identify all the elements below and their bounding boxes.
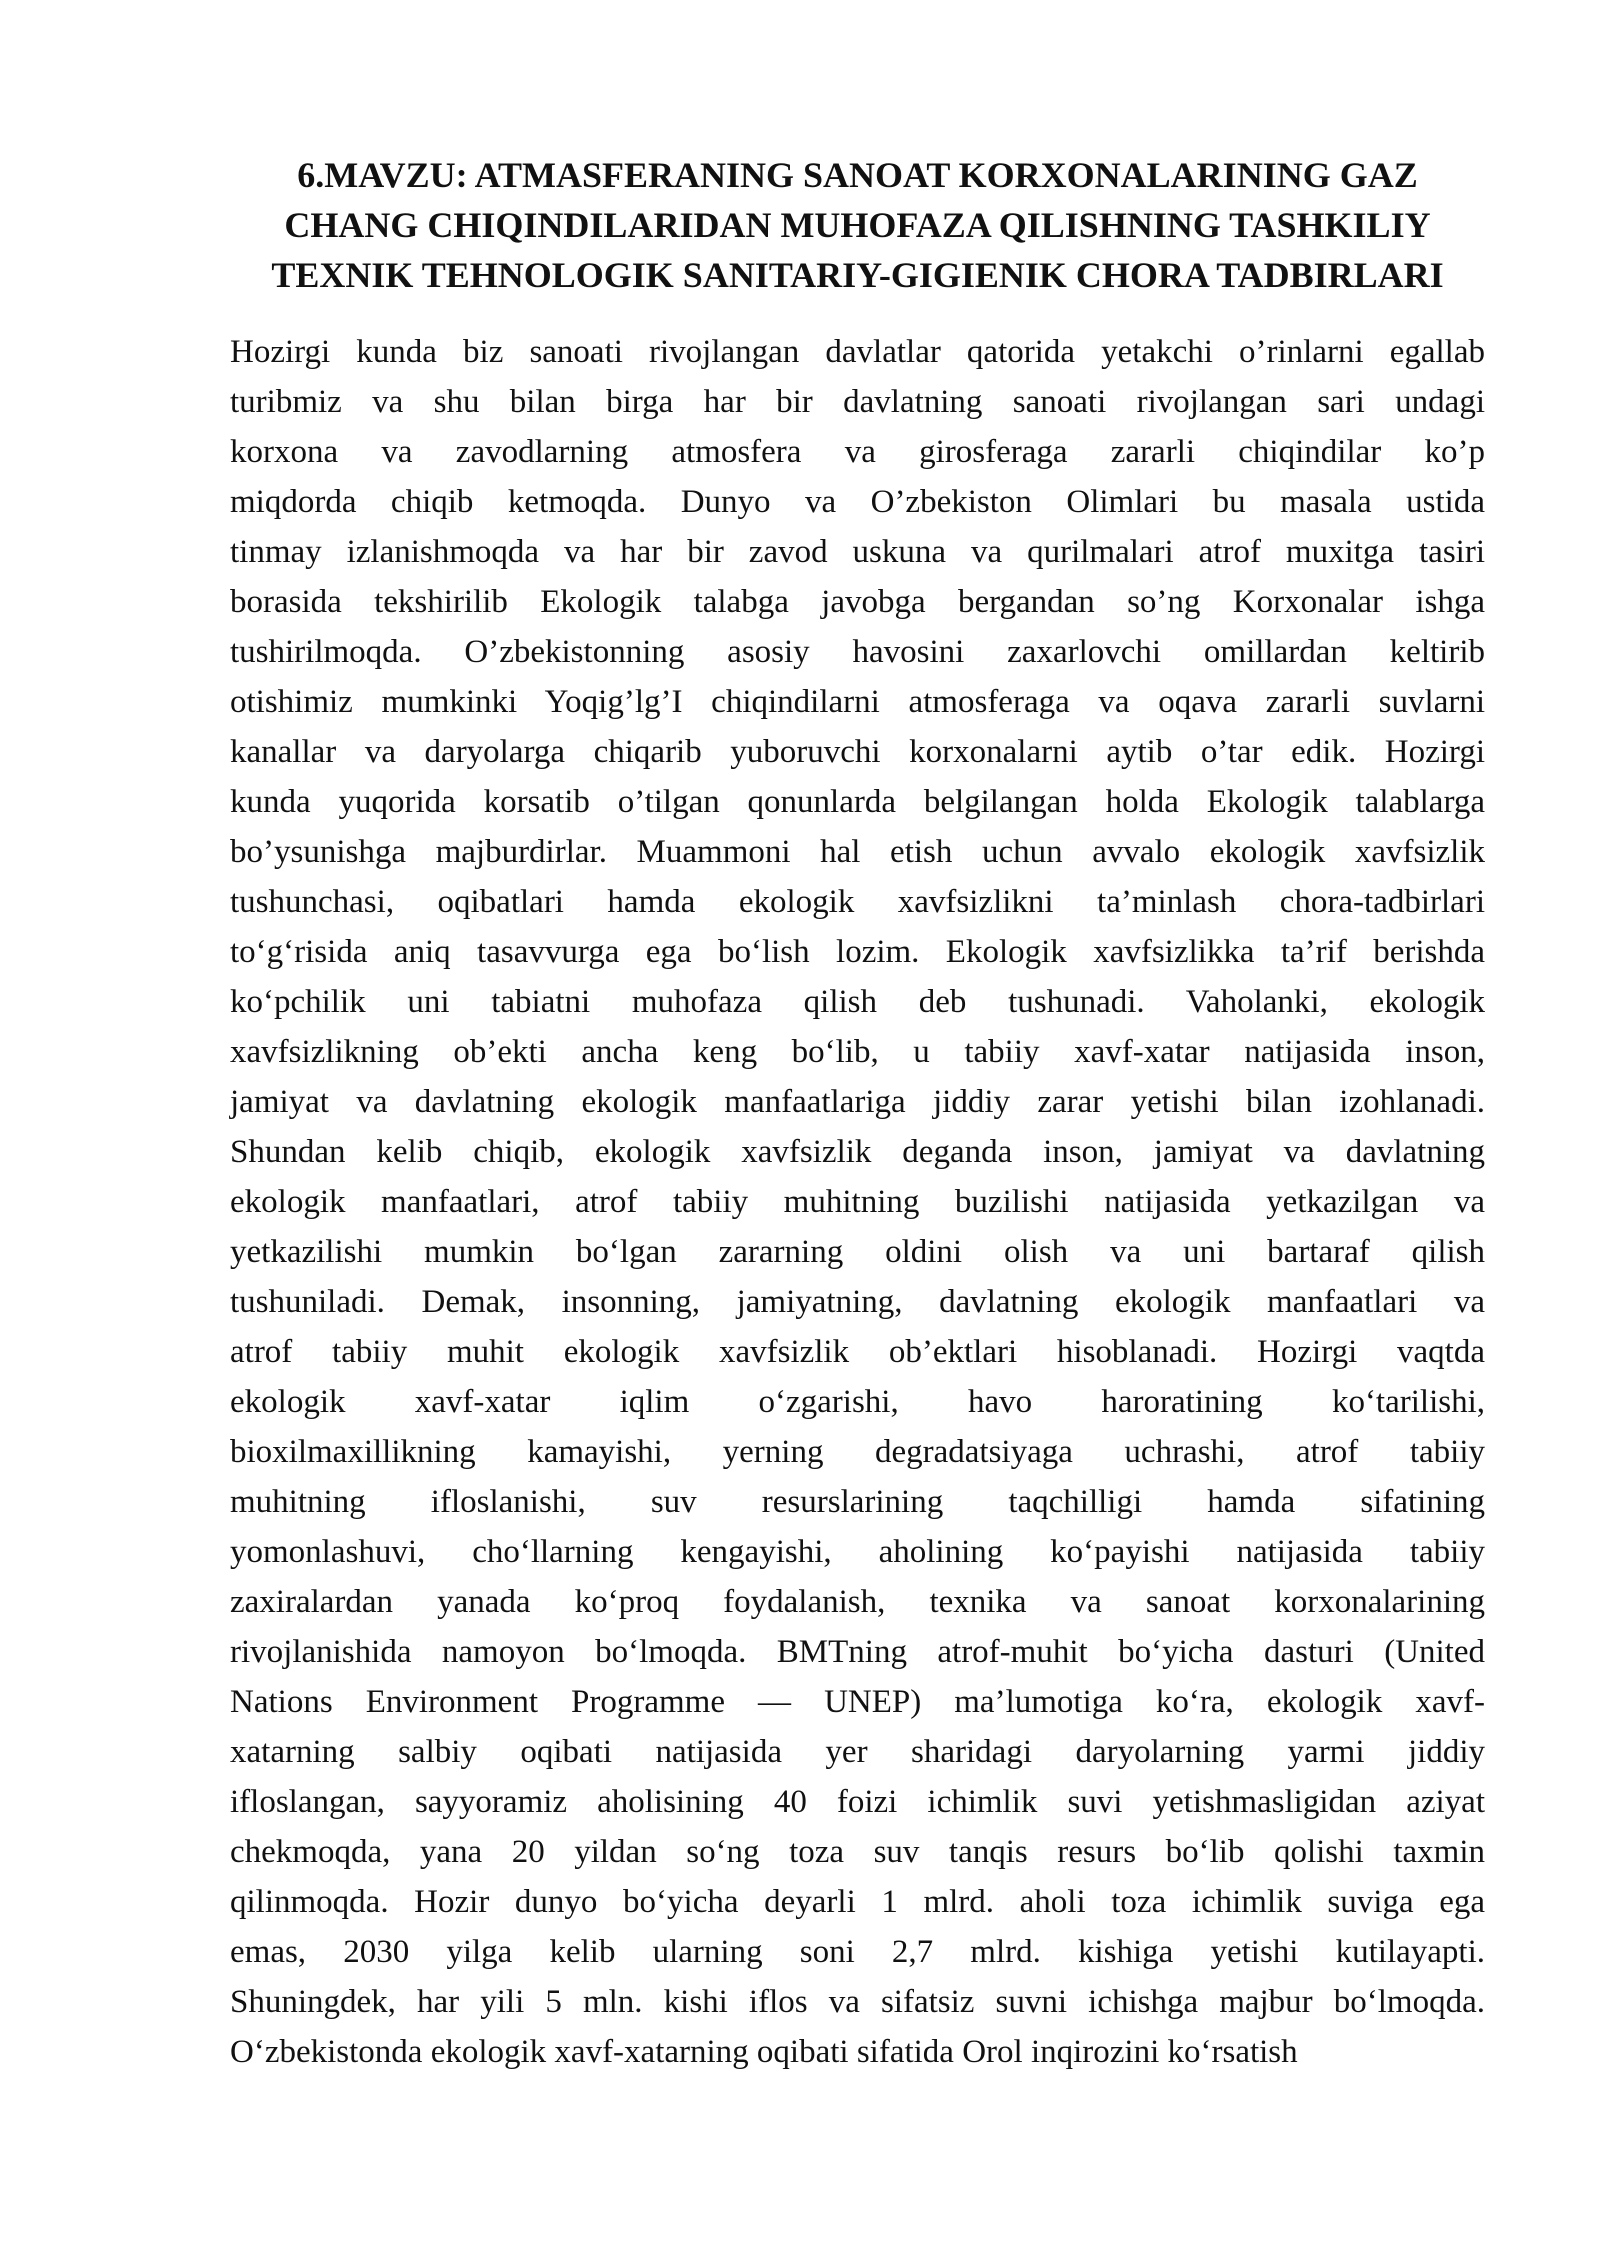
document-title (230, 150, 1485, 300)
body-line: kunda yuqorida korsatib o’tilgan qonunlarda belgilangan holda Ekologik talablarga (230, 784, 1485, 820)
body-line: korxona va zavodlarning atmosfera va girosferaga zararli chiqindilar ko’p (230, 434, 1485, 470)
body-line: zaxiralardan yanada ko‘proq foydalanish, texnika va sanoat korxonalarining (230, 1584, 1485, 1620)
title-line: 6.MAVZU: ATMASFERANING SANOAT KORXONALARINING GAZ (297, 155, 1418, 195)
body-line: ifloslangan, sayyoramiz aholisining 40 foizi ichimlik suvi yetishmasligidan aziyat (230, 1784, 1485, 1820)
body-line: Shundan kelib chiqib, ekologik xavfsizlik deganda inson, jamiyat va davlatning (230, 1134, 1485, 1170)
body-line: turibmiz va shu bilan birga har bir davlatning sanoati rivojlangan sari undagi (230, 384, 1485, 420)
body-line: qilinmoqda. Hozir dunyo bo‘yicha deyarli 1 mlrd. aholi toza ichimlik suviga ega (230, 1884, 1485, 1920)
body-line: emas, 2030 yilga kelib ularning soni 2,7 mlrd. kishiga yetishi kutilayapti. (230, 1934, 1485, 1970)
body-line: muhitning ifloslanishi, suv resurslarining taqchilligi hamda sifatining (230, 1484, 1485, 1520)
body-line: miqdorda chiqib ketmoqda. Dunyo va O’zbekiston Olimlari bu masala ustida (230, 484, 1485, 520)
body-line: yetkazilishi mumkin bo‘lgan zararning oldini olish va uni bartaraf qilish (230, 1234, 1485, 1270)
title-line: TEXNIK TEHNOLOGIK SANITARIY-GIGIENIK CHORA TADBIRLARI (271, 255, 1444, 295)
body-line: Shuningdek, har yili 5 mln. kishi iflos va sifatsiz suvni ichishga majbur bo‘lmoqda. (230, 1984, 1485, 2020)
body-line: to‘g‘risida aniq tasavvurga ega bo‘lish lozim. Ekologik xavfsizlikka ta’rif berishda (230, 934, 1485, 970)
body-line: ekologik manfaatlari, atrof tabiiy muhitning buzilishi natijasida yetkazilgan va (230, 1184, 1485, 1220)
body-line: xatarning salbiy oqibati natijasida yer sharidagi daryolarning yarmi jiddiy (230, 1734, 1485, 1770)
title-line: CHANG CHIQINDILARIDAN MUHOFAZA QILISHNING TASHKILIY (284, 205, 1431, 245)
body-line: jamiyat va davlatning ekologik manfaatlariga jiddiy zarar yetishi bilan izohlanadi. (230, 1084, 1485, 1120)
body-line: atrof tabiiy muhit ekologik xavfsizlik ob’ektlari hisoblanadi. Hozirgi vaqtda (230, 1334, 1485, 1370)
body-paragraph (230, 327, 1485, 2077)
body-line: O‘zbekistonda ekologik xavf-xatarning oqibati sifatida Orol inqirozini ko‘rsatish (230, 2034, 1298, 2070)
body-line: xavfsizlikning ob’ekti ancha keng bo‘lib, u tabiiy xavf-xatar natijasida inson, (230, 1034, 1485, 1070)
body-line: tushunchasi, oqibatlari hamda ekologik xavfsizlikni ta’minlash chora-tadbirlari (230, 884, 1485, 920)
body-line: kanallar va daryolarga chiqarib yuboruvchi korxonalarni aytib o’tar edik. Hozirgi (230, 734, 1485, 770)
body-line: Hozirgi kunda biz sanoati rivojlangan davlatlar qatorida yetakchi o’rinlarni egallab (230, 334, 1485, 370)
body-line: Nations Environment Programme — UNEP) ma’lumotiga ko‘ra, ekologik xavf- (230, 1684, 1485, 1720)
body-line: ko‘pchilik uni tabiatni muhofaza qilish deb tushunadi. Vaholanki, ekologik (230, 984, 1485, 1020)
body-line: bo’ysunishga majburdirlar. Muammoni hal etish uchun avvalo ekologik xavfsizlik (230, 834, 1485, 870)
body-line: tinmay izlanishmoqda va har bir zavod uskuna va qurilmalari atrof muxitga tasiri (230, 534, 1485, 570)
body-line: tushuniladi. Demak, insonning, jamiyatning, davlatning ekologik manfaatlari va (230, 1284, 1485, 1320)
body-line: bioxilmaxillikning kamayishi, yerning degradatsiyaga uchrashi, atrof tabiiy (230, 1434, 1485, 1470)
body-line: yomonlashuvi, cho‘llarning kengayishi, aholining ko‘payishi natijasida tabiiy (230, 1534, 1485, 1570)
body-line: chekmoqda, yana 20 yildan so‘ng toza suv tanqis resurs bo‘lib qolishi taxmin (230, 1834, 1485, 1870)
body-line: otishimiz mumkinki Yoqig’lg’I chiqindilarni atmosferaga va oqava zararli suvlarni (230, 684, 1485, 720)
body-line: tushirilmoqda. O’zbekistonning asosiy havosini zaxarlovchi omillardan keltirib (230, 634, 1485, 670)
body-line: rivojlanishida namoyon bo‘lmoqda. BMTning atrof-muhit bo‘yicha dasturi (United (230, 1634, 1485, 1670)
body-line: ekologik xavf-xatar iqlim o‘zgarishi, havo haroratining ko‘tarilishi, (230, 1384, 1485, 1420)
body-line: borasida tekshirilib Ekologik talabga javobga bergandan so’ng Korxonalar ishga (230, 584, 1485, 620)
